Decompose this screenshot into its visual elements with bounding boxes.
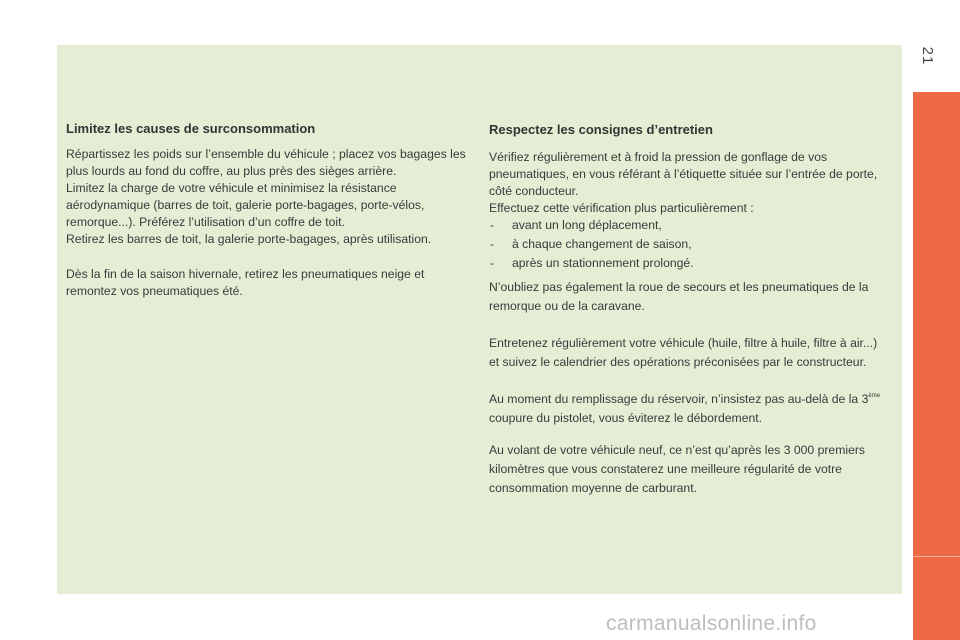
section-side-tab (913, 92, 960, 640)
dash-marker: - (490, 256, 495, 270)
right-paragraph-refuelling: Au moment du remplissage du réservoir, n’insistez pas au-delà de la 3ème coupure du pistolet, vous éviterez le débordement. (489, 392, 881, 425)
right-column (489, 121, 889, 498)
dash-marker: - (490, 218, 495, 232)
left-paragraph-tyres: Dès la fin de la saison hivernale, retirez les pneumatiques neige et remontez vos pneumatiques été. (66, 267, 425, 298)
right-heading: Respectez les consignes d’entretien (489, 122, 713, 137)
dash-marker: - (490, 237, 495, 251)
page-number: 21 (919, 46, 937, 66)
check-list (489, 217, 889, 272)
left-paragraph-weight: Répartissez les poids sur l’ensemble du véhicule ; placez vos bagages les plus lourds au fond du coffre, au plus près des sièges arrière. (66, 147, 466, 178)
right-paragraph-spare-wheel: N’oubliez pas également la roue de secours et les pneumatiques de la remorque ou de la caravane. (489, 280, 869, 313)
list-item: - à chaque changement de saison, (490, 237, 692, 251)
left-heading: Limitez les causes de surconsommation (66, 121, 316, 136)
left-paragraph-load: Limitez la charge de votre véhicule et minimisez la résistance aérodynamique (barres de toit, galerie porte-bagages, porte-vélos, remorque...). Préférez l’utilisation d’un coffre de toit. (66, 181, 425, 229)
list-item: - après un stationnement prolongé. (490, 256, 694, 270)
left-paragraph-roof-bars: Retirez les barres de toit, la galerie porte-bagages, après utilisation. (66, 232, 432, 246)
right-paragraph-check-when: Effectuez cette vérification plus particulièrement : (489, 201, 754, 215)
side-tab-divider (913, 556, 960, 557)
left-column (66, 120, 468, 300)
list-item: - avant un long déplacement, (490, 218, 662, 232)
right-paragraph-pressure: Vérifiez régulièrement et à froid la pression de gonflage de vos pneumatiques, en vous référant à l’étiquette située sur l’entrée de porte, côté conducteur. (489, 150, 878, 198)
right-paragraph-maintenance: Entretenez régulièrement votre véhicule (huile, filtre à huile, filtre à air...) et suivez le calendrier des opérations préconisées par le constructeur. (489, 336, 878, 369)
watermark: carmanualsonline.info (606, 612, 817, 635)
right-paragraph-new-vehicle: Au volant de votre véhicule neuf, ce n’est qu’après les 3 000 premiers kilomètres que vous constaterez une meilleure régularité de votre consommation moyenne de carburant. (489, 443, 865, 495)
